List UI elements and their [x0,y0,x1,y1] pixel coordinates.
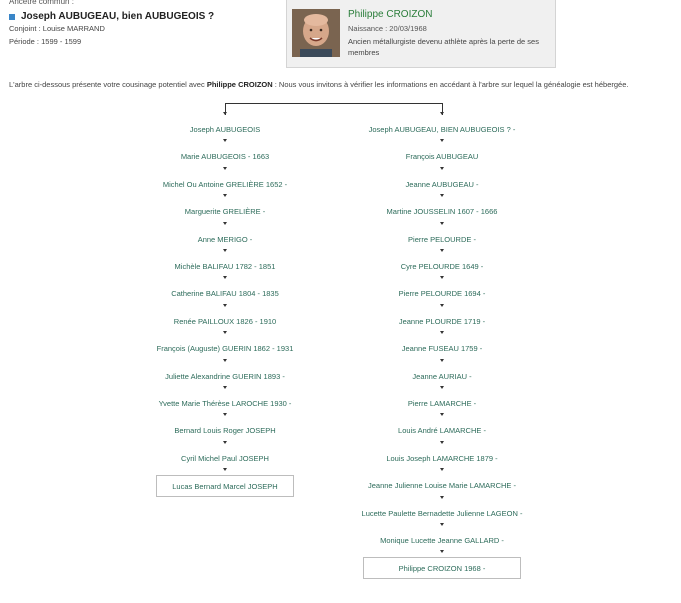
descendant-box[interactable]: Philippe CROIZON 1968 - [363,557,521,579]
celebrity-birth: Naissance : 20/03/1968 [348,24,427,33]
tree-person-link[interactable]: Louis Joseph LAMARCHE 1879 - [386,453,498,463]
down-arrow-icon [440,468,444,471]
tree-person-link[interactable]: Renée PAILLOUX 1826 - 1910 [173,316,277,326]
down-arrow-icon [440,359,444,362]
down-arrow-icon [223,468,227,471]
down-arrow-icon [440,194,444,197]
down-arrow-icon [440,523,444,526]
down-arrow-icon [440,496,444,499]
down-arrow-icon [223,441,227,444]
tree-person-link[interactable]: Jeanne Julienne Louise Marie LAMARCHE - [368,481,516,491]
celebrity-description: Ancien métallurgiste devenu athlète après la perte de ses membres [348,37,539,57]
down-arrow-icon [440,386,444,389]
tree-person-link[interactable]: Cyre PELOURDE 1649 - [400,262,484,271]
descendant-box[interactable]: Lucas Bernard Marcel JOSEPH [156,475,294,497]
tree-person-link[interactable]: Pierre PELOURDE - [408,234,476,244]
spouse-line: Conjoint : Louise MARRAND [9,24,105,33]
down-arrow-icon [440,550,444,553]
tree-person-link[interactable]: Michèle BALIFAU 1782 - 1851 [174,262,276,271]
tree-person-link[interactable]: François (Auguste) GUERIN 1862 - 1931 [156,344,294,354]
tree-person-link[interactable]: Martine JOUSSELIN 1607 - 1666 [386,207,498,217]
common-ancestor-label: Ancêtre commun : [9,0,74,6]
down-arrow-icon [440,276,444,279]
down-arrow-icon [223,222,227,225]
tree-person-link[interactable]: Michel Ou Antoine GRELIÈRE 1652 - [162,179,288,189]
tree-person-link[interactable]: Jeanne FUSEAU 1759 - [401,344,483,354]
tree-connector-horizontal [225,103,442,104]
intro-after: : Nous vous invitons à vérifier les informations en accédant à l'arbre sur lequel la généalogie est hébergée. [272,80,629,89]
down-arrow-icon [223,276,227,279]
tree-person-link[interactable]: Marguerite GRELIÈRE - [184,207,266,217]
tree-person-link[interactable]: Lucette Paulette Bernadette Julienne LAGEON - [361,508,523,518]
ancestor-title [9,11,214,22]
down-arrow-icon [223,112,227,115]
person-photo-icon [292,9,340,57]
tree-person-link[interactable]: François AUBUGEAU [405,152,479,162]
tree-person-link[interactable]: Joseph AUBUGEAU, BIEN AUBUGEOIS ? - [368,125,516,134]
down-arrow-icon [440,413,444,416]
down-arrow-icon [223,249,227,252]
down-arrow-icon [440,441,444,444]
tree-person-link[interactable]: Bernard Louis Roger JOSEPH [174,426,276,436]
tree-person-link[interactable]: Monique Lucette Jeanne GALLARD - [380,536,504,545]
down-arrow-icon [223,359,227,362]
down-arrow-icon [223,304,227,307]
bullet-square-icon [9,14,15,20]
tree-person-link[interactable]: Louis André LAMARCHE - [398,426,486,436]
down-arrow-icon [440,112,444,115]
down-arrow-icon [223,167,227,170]
avatar[interactable] [292,9,340,57]
tree-person-link[interactable]: Marie AUBUGEOIS - 1663 [180,152,270,162]
down-arrow-icon [440,222,444,225]
tree-person-link[interactable]: Anne MERIGO - [197,234,253,244]
down-arrow-icon [440,331,444,334]
down-arrow-icon [440,249,444,252]
intro-before: L'arbre ci-dessous présente votre cousinage potentiel avec [9,80,207,89]
tree-person-link[interactable]: Joseph AUBUGEOIS [189,125,261,134]
down-arrow-icon [223,331,227,334]
down-arrow-icon [223,139,227,142]
intro-text [9,80,669,89]
down-arrow-icon [440,139,444,142]
tree-person-link[interactable]: Jeanne AUBUGEAU - [405,179,479,189]
intro-name: Philippe CROIZON [206,80,273,89]
tree-person-link[interactable]: Jeanne AURIAU - [412,371,472,381]
tree-person-link[interactable]: Pierre PELOURDE 1694 - [398,289,486,299]
tree-person-link[interactable]: Yvette Marie Thérèse LAROCHE 1930 - [158,399,292,408]
celebrity-name[interactable]: Philippe CROIZON [348,9,433,20]
celebrity-card[interactable] [286,0,556,68]
tree-person-link[interactable]: Catherine BALIFAU 1804 - 1835 [171,289,279,299]
tree-person-link[interactable]: Cyril Michel Paul JOSEPH [181,453,269,463]
tree-person-link[interactable]: Jeanne PLOURDE 1719 - [398,316,486,326]
period-line: Période : 1599 - 1599 [9,37,82,46]
down-arrow-icon [440,167,444,170]
ancestor-name[interactable]: Joseph AUBUGEAU, bien AUBUGEOIS ? [21,11,215,22]
tree-person-link[interactable]: Juliette Alexandrine GUERIN 1893 - [165,371,285,381]
down-arrow-icon [223,386,227,389]
down-arrow-icon [440,304,444,307]
down-arrow-icon [223,413,227,416]
tree-person-link[interactable]: Pierre LAMARCHE - [407,399,477,408]
down-arrow-icon [223,194,227,197]
